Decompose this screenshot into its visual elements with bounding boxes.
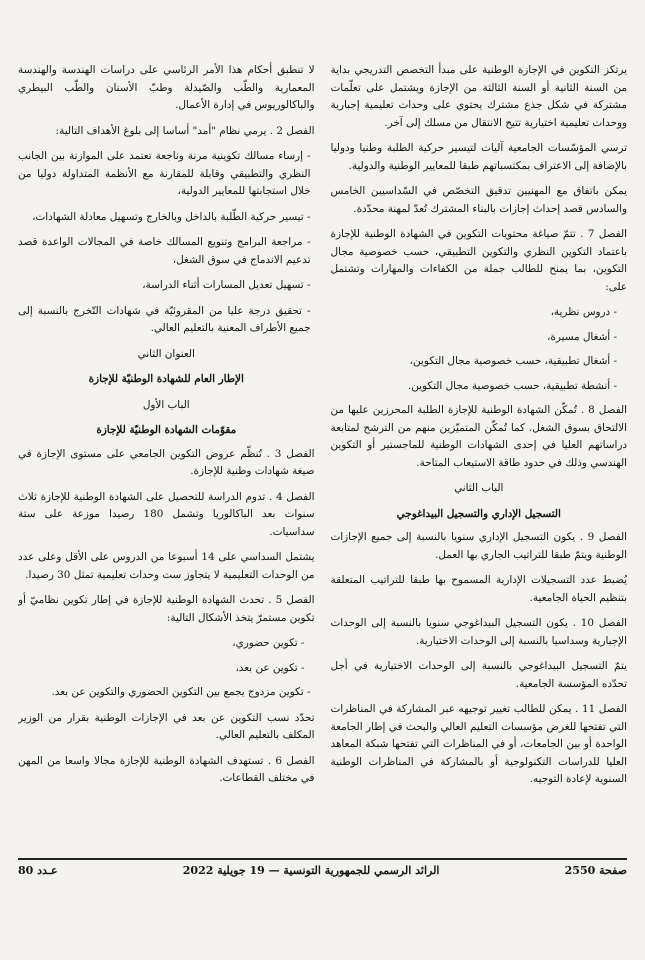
page-footer <box>18 864 627 877</box>
paragraph: الفصل 6 . تستهدف الشهادة الوطنية للإجازة مجالا واسعا من المهن في مختلف القطاعات. <box>18 754 315 784</box>
list-item: - أشغال تطبيقية، حسب خصوصية مجال التكوين، <box>409 355 617 367</box>
paragraph: الفصل 4 . تدوم الدراسة للتحصيل على الشهادة الوطنية للإجازة ثلاث سنوات بعد الباكالوريا وتشمل 180 رصيدا موزعة على ستة سداسيات. <box>18 490 315 538</box>
list-item: - تكوين عن بعد، <box>235 661 305 674</box>
list-item: - دروس نظرية، <box>550 306 617 318</box>
paragraph: يتمّ التسجيل البيداغوجي بالنسبة إلى الوحدات الاختيارية في أجل تحدّده المؤسسة الجامعية. <box>330 660 627 690</box>
page-number: صفحة 2550 <box>564 864 627 877</box>
section-heading: العنوان الثاني <box>137 347 195 360</box>
paragraph: يمكن باتفاق مع المهنيين تدقيق التخصّص في السّداسيين الخامس والسادس قصد إحداث إجازات بالبناء المشترك تُعدّ لمهنة محدّدة. <box>330 185 627 215</box>
list-item: - أنشطة تطبيقية، حسب خصوصية مجال التكوين. <box>407 379 617 392</box>
list-item: - تحقيق درجة عليا من المقروئيّة في شهادات التّخرج بالنسبة إلى جميع الأطراف المعنية بالتعليم العالي. <box>18 304 311 334</box>
paragraph: ترسي المؤسّسات الجامعية آليات لتيسير حركية الطلبة وطنيا ودوليا بالإضافة إلى الاعتراف بمكتسباتهم طبقا للمعايير الوطنية والدولية. <box>330 142 627 172</box>
paragraph: يشتمل السداسي على 14 أسبوعا من الدروس على الأقل وعلى عدد من الوحدات التعليمية لا يتجاوز ست وحدات تعليمية تمثل 30 رصيدا. <box>18 551 315 581</box>
section-title: التسجيل الإداري والتسجيل البيداغوجي <box>396 507 561 520</box>
section-title: الإطار العام للشهادة الوطنيّة للإجازة <box>88 373 244 385</box>
section-heading: الباب الأول <box>142 398 190 411</box>
left-column <box>331 62 628 850</box>
paragraph: الفصل 9 . يكون التسجيل الإداري سنويا بالنسبة إلى جميع الإجازات الوطنية ويتمّ طبقا للتراتيب الجاري بها العمل. <box>330 531 627 561</box>
paragraph: الفصل 8 . تُمكّن الشهادة الوطنية للإجازة الطلبة المحرزين عليها من الالتحاق بسوق الشغل. كما تُمكّن المتميّزين منهم من الترشح لمتابعة دراساتهم العليا في إحدى الشهادات الوطنية للماجستير أو التكوين الهندسي وذلك في حدود طاقة الاستيعاب المتاحة. <box>330 404 627 469</box>
list-item: - تسهيل تعديل المسارات أثناء الدراسة، <box>142 279 311 291</box>
journal-title-date: الرائد الرسمي للجمهورية التونسية — 19 جويلية 2022 <box>182 864 440 877</box>
paragraph: لا تنطبق أحكام هذا الأمر الرئاسي على دراسات الهندسة والهندسة المعمارية والطّب والصّيدلة وطبّ الأسنان والطّب البيطري والباكالوريوس في إدارة الأعمال. <box>18 64 315 111</box>
list-item: - مراجعة البرامج وتنويع المسالك خاصة في المجالات الواعدة قصد تدعيم الاندماج في سوق الشغل، <box>18 236 311 266</box>
list-item: - إرساء مسالك تكوينية مرنة وناجعة تعتمد على الموازنة بين الجانب النظري والتطبيقي وقابلة للمقارنة مع الأنظمة المتداولة دوليا من خلال استجابتها للمعايير الدولية، <box>18 150 311 197</box>
paragraph: الفصل 11 . يمكن للطالب تغيير توجيهه عبر المشاركة في المناظرات التي تفتحها للغرض مؤسسات التعليم العالي والبحث في إطار الجامعة الواحدة أو بين الجامعات، أو في المناظرات التي تفتحها شبكة المعاهد العليا للدراسات التكنولوجية أو بالمشاركة في المناظرات الوطنية السنوية لإعادة التوجيه. <box>330 703 627 785</box>
right-column <box>18 62 315 850</box>
list-item: - أشغال مسيرة، <box>547 330 617 343</box>
paragraph: يرتكز التكوين في الإجازة الوطنية على مبدأ التخصص التدريجي بداية من السنة الثانية أو السنة الثالثة من الإجازة ويشتمل على تعلّمات مشتركة في شكل جذع مشترك يحتوي على وحدات تعليمية إجبارية ووحدات تعليمية اختيارية تتيح الانتقال من مسلك إلى آخر. <box>330 64 627 129</box>
paragraph: يُضبط عدد التسجيلات الإدارية المسموح بها طبقا للتراتيب المتعلقة بتنظيم الحياة الجامعية. <box>330 574 627 604</box>
text-columns <box>18 62 627 850</box>
section-heading: الباب الثاني <box>454 482 504 494</box>
paragraph: الفصل 5 . تحدث الشهادة الوطنية للإجازة في إطار تكوين نظاميّ أو تكوين مستمرّ يتخذ الأشكال التالية: <box>18 594 315 624</box>
list-item: - تكوين حضوري، <box>232 637 305 649</box>
paragraph: الفصل 7 . تتمّ صياغة محتويات التكوين في الشهادة الوطنية للإجازة باعتماد التكوين النظري والتكوين التطبيقي، حسب خصوصية مجال التكوين، بما يمنح للطالب جملة من الكفاءات والمهارات وتشتمل على: <box>330 228 627 293</box>
paragraph: تحدّد نسب التكوين عن بعد في الإجازات الوطنية بقرار من الوزير المكلف بالتعليم العالي. <box>18 711 315 741</box>
footer-rule <box>18 858 627 860</box>
section-title: مقوّمات الشهادة الوطنيّة للإجازة <box>96 424 237 436</box>
paragraph: الفصل 10 . يكون التسجيل البيداغوجي سنويا بالنسبة إلى الوحدات الإجبارية وسداسيا بالنسبة إلى الوحدات الاختيارية. <box>330 617 627 647</box>
paragraph: الفصل 3 . تُنظّم عروض التكوين الجامعي على مستوى الإجازة في صيغة شهادات وطنية للإجازة. <box>18 447 315 477</box>
list-item: - تيسير حركية الطّلبة بالداخل وبالخارج وتسهيل معادلة الشهادات، <box>32 210 311 223</box>
issue-number: عـدد 80 <box>18 864 58 877</box>
paragraph: الفصل 2 . يرمي نظام "أمد" أساسا إلى بلوغ الأهداف التالية: <box>55 124 315 137</box>
list-item: - تكوين مزدوج يجمع بين التكوين الحضوري والتكوين عن بعد. <box>51 686 311 698</box>
